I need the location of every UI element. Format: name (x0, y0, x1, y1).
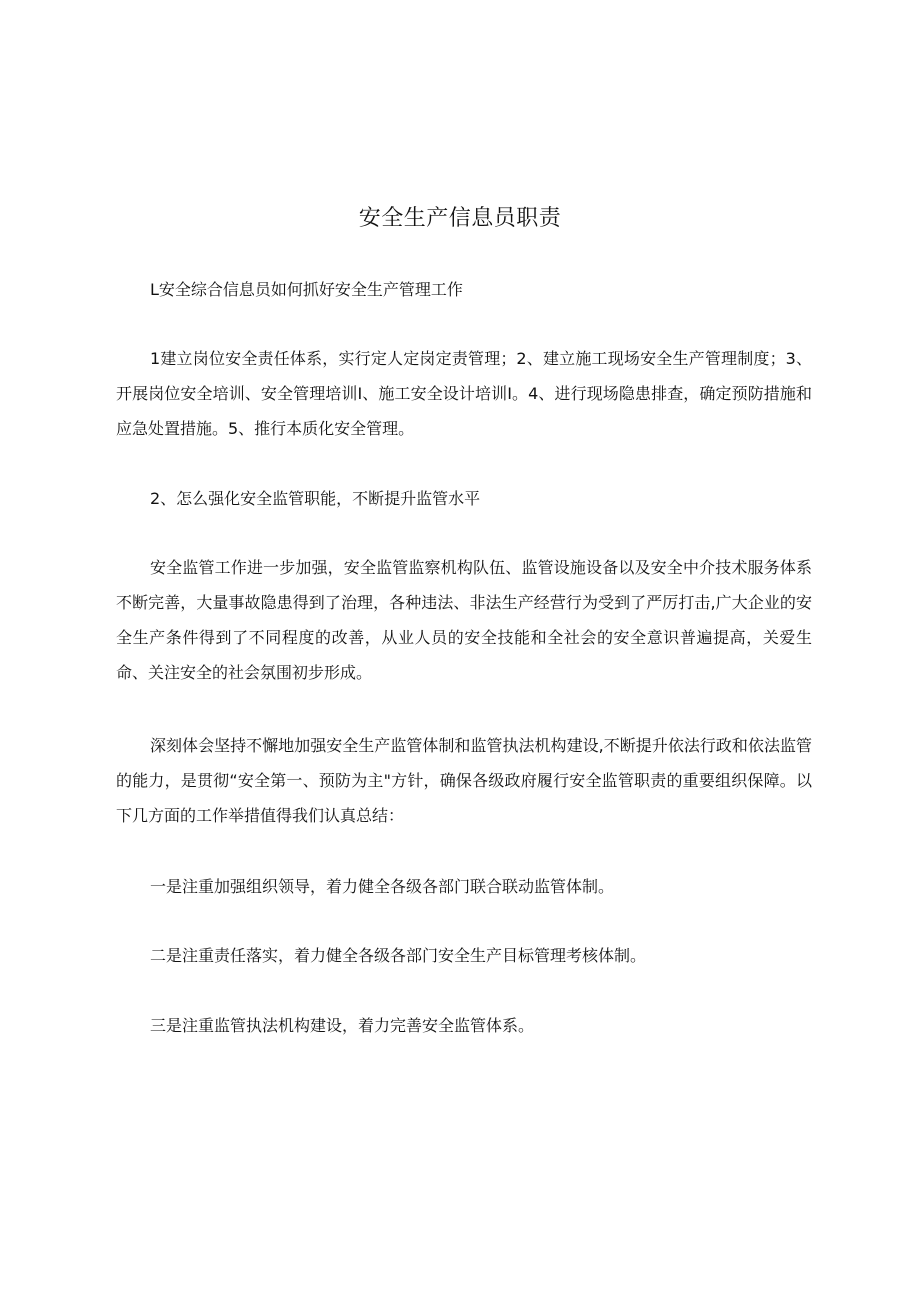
measure-item-1: 一是注重加强组织领导，着力健全各级各部门联合联动监管体制。 (150, 877, 615, 896)
document-title: 安全生产信息员职责 (358, 206, 562, 231)
measure-item-2: 二是注重责任落实，着力健全各级各部门安全生产目标管理考核体制。 (150, 946, 647, 965)
section-heading-1: L安全综合信息员如何抓好安全生产管理工作 (150, 280, 463, 299)
paragraph-3: 深刻体会坚持不懈地加强安全生产监管体制和监管执法机构建设,不断提升依法行政和依法监管的能力，是贯彻“安全第一、预防为主"方针，确保各级政府履行安全监管职责的重要组织保障。以下几方面的工作举措值得我们认真总结： (116, 736, 812, 825)
paragraph-2: 安全监管工作进一步加强，安全监管监察机构队伍、监管设施设备以及安全中介技术服务体系不断完善，大量事故隐患得到了治理，各种违法、非法生产经营行为受到了严厉打击,广大企业的安全生产条件得到了不同程度的改善，从业人员的安全技能和全社会的安全意识普遍提高，关爱生命、关注安全的社会氛围初步形成。 (116, 558, 812, 682)
paragraph-1: 1建立岗位安全责任体系，实行定人定岗定责管理；2、建立施工现场安全生产管理制度；3、开展岗位安全培训、安全管理培训I、施工安全设计培训I。4、进行现场隐患排查，确定预防措施和应急处置措施。5、推行本质化安全管理。 (116, 349, 812, 438)
measure-item-3: 三是注重监管执法机构建设，着力完善安全监管体系。 (150, 1016, 535, 1035)
section-heading-2: 2、怎么强化安全监管职能，不断提升监管水平 (150, 489, 481, 508)
